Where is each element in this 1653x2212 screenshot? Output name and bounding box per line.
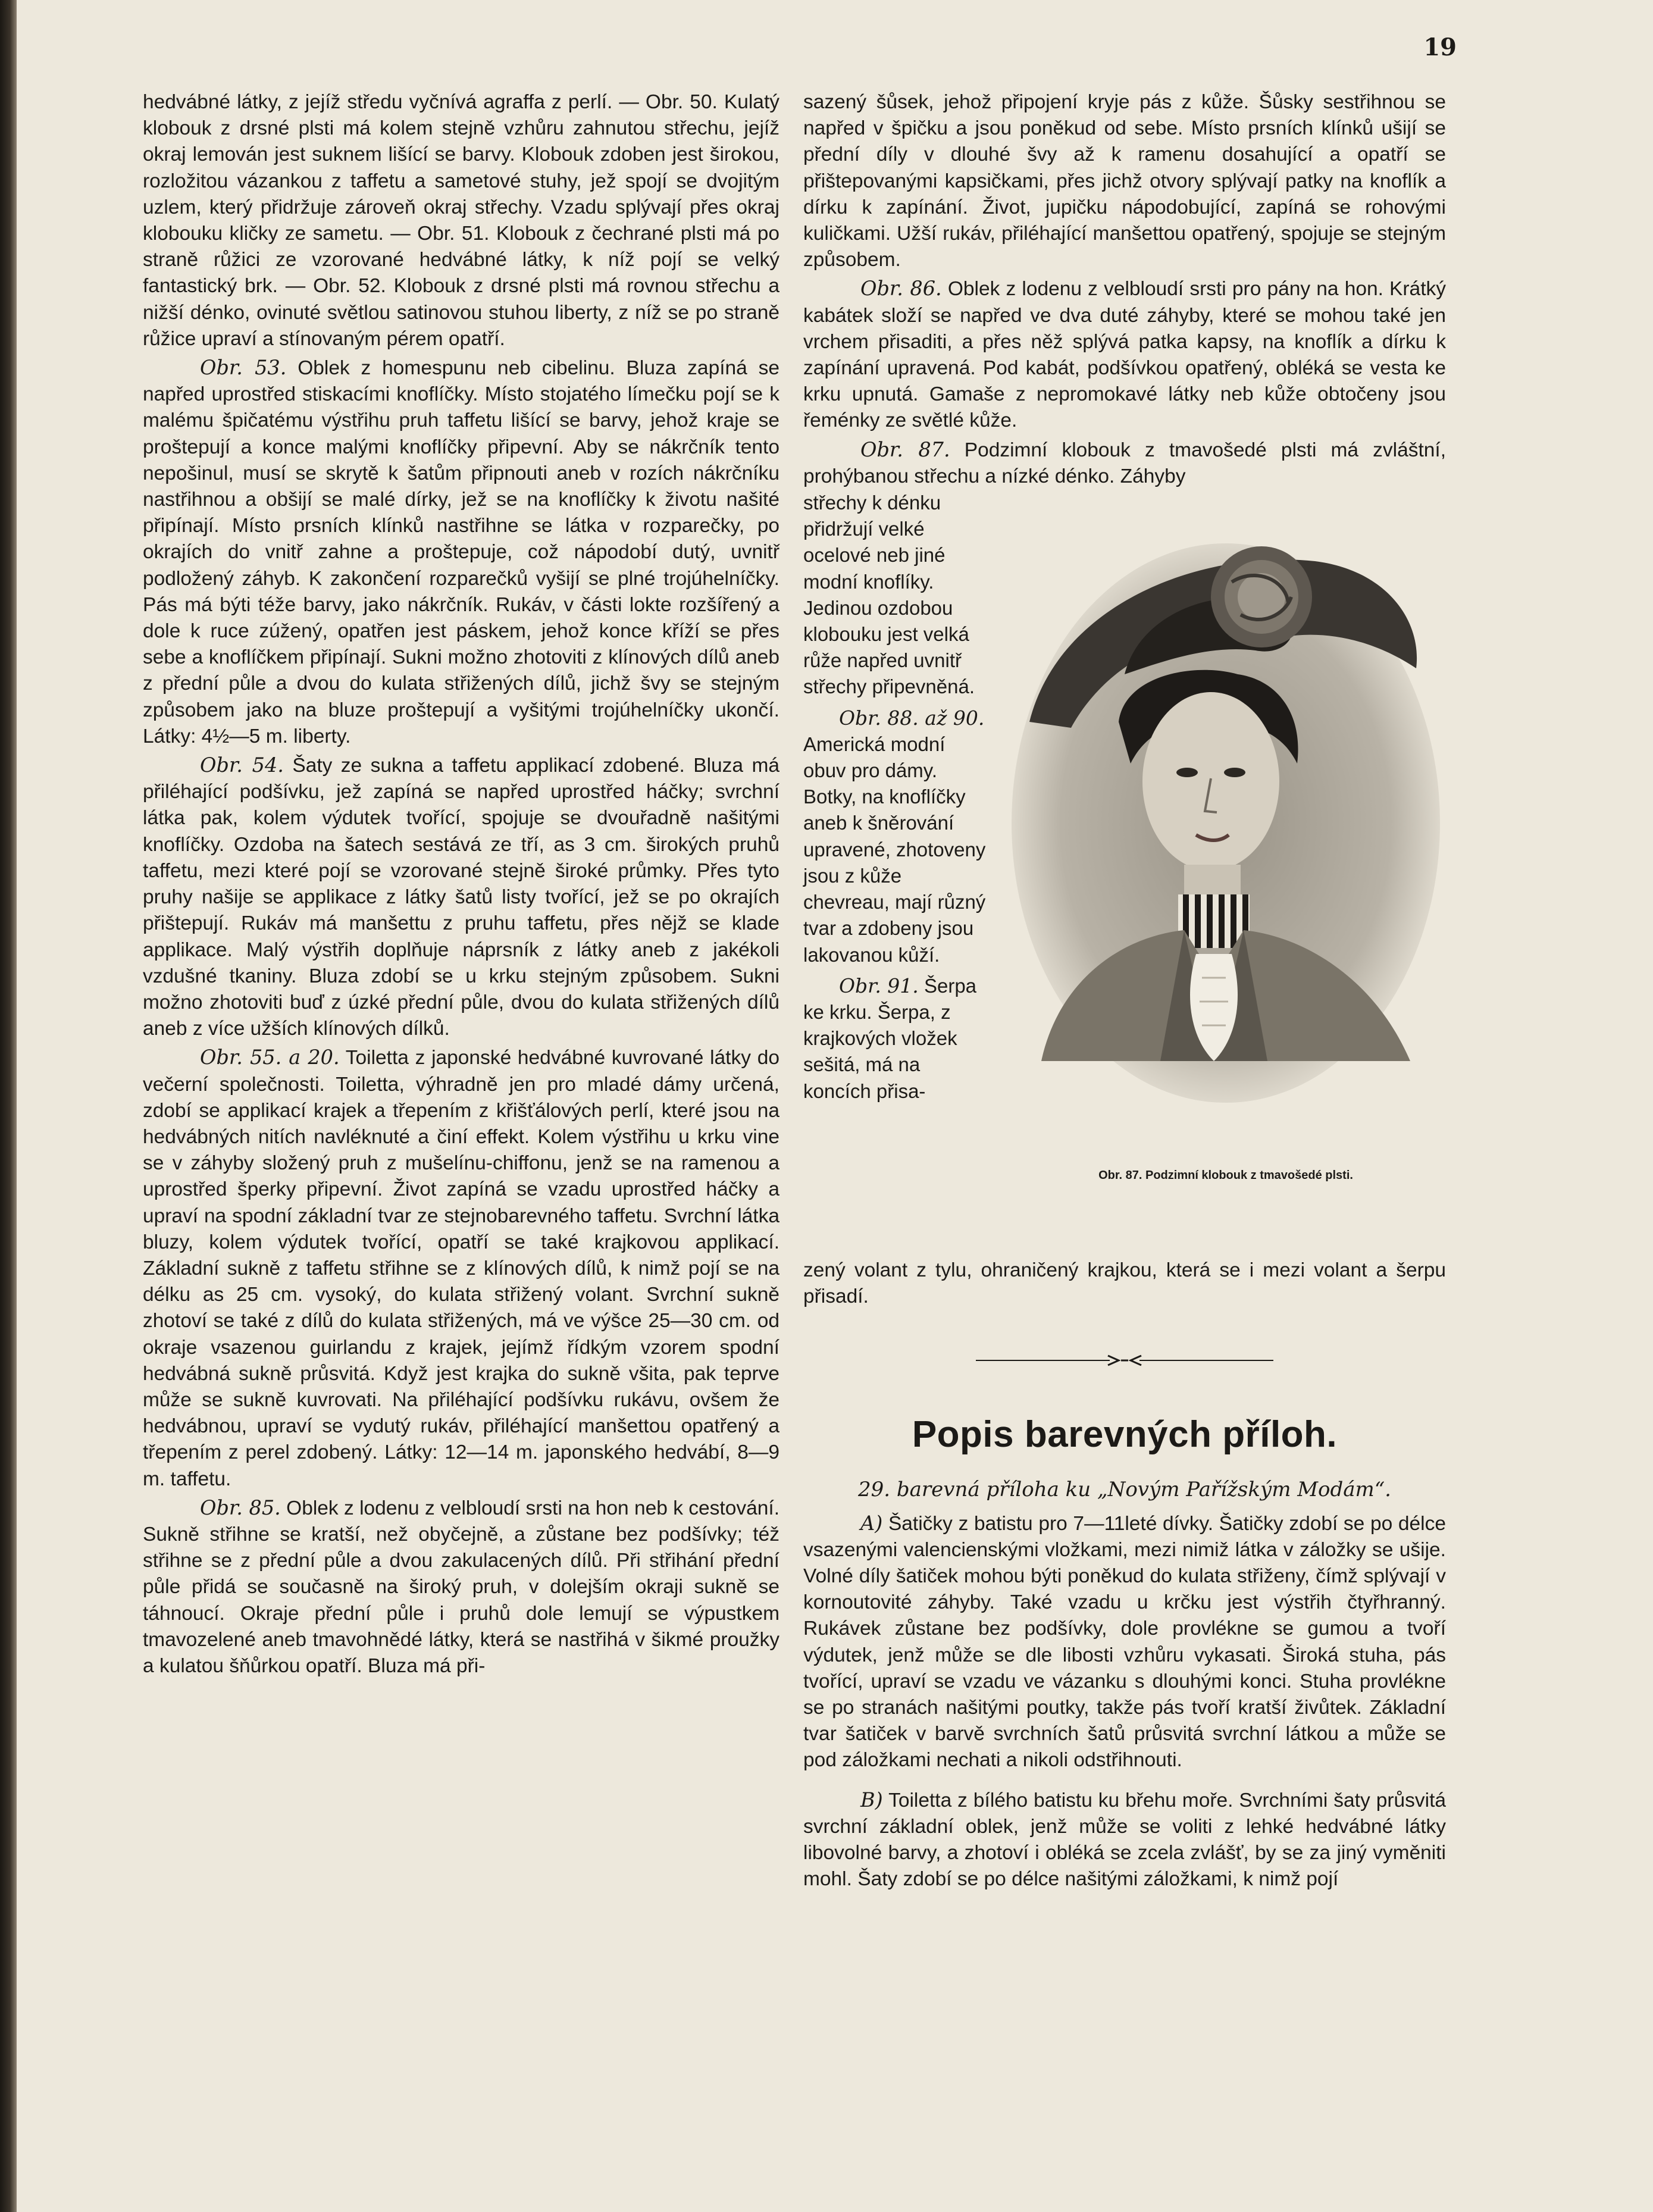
narrow-paragraph-1: střechy k dénku přidržují velké ocelové neb jiné modní knoflíky. Jedinou ozdobou klobouku jest velká růže napřed uvnitř střechy připevněná. xyxy=(803,492,975,698)
left-paragraph-2 xyxy=(143,355,779,750)
figure-ref: Obr. 86. xyxy=(860,277,942,301)
eye-left xyxy=(1176,768,1198,777)
left-paragraph-1: hedvábné látky, z jejíž středu vyčnívá agraffa z perlí. — Obr. 50. Kulatý klobouk z drsné plsti má kolem stejně vzhůru zahnutou střechu, jejíž okraj lemován jest suknem lišící se barvy. Klobouk zdoben jest širokou, rozložitou vázankou z taffetu a sametové stuhy, jež spojí se dvojitým uzlem, který přidržuje zároveň okraj střechy. Vzadu splývají přes okraj klobouku kličky ze sametu. — Obr. 51. Klobouk z čechrané plsti má po straně růžici ze vzorované hedvábné látky, k níž pojí se velký fantastický brk. — Obr. 52. Klobouk z drsné plsti má rovnou střechu a nižší dénko, ovinuté světlou satinovou stuhou liberty, z níž se po straně růžice upraví a stínovaným pérem opatří. xyxy=(143,91,779,350)
narrow-paragraph-2 xyxy=(803,705,988,968)
item-marker: A) xyxy=(860,1511,883,1535)
paragraph-text: Šaty ze sukna a taffetu applikací zdobené. Bluza má přiléhající podšívku, jež zapíná se napřed uprostřed háčky; svrchní látka pak, kolem výdutek tvořící, spojuje se dvouřadně našitými knoflíčky. Ozdoba na šatech sestává ze tří, as 3 cm. širokých pruhů taffetu, mezi které pojí se vzorované stejně široké průmky. Přes tyto pruhy našije se applikace z látky šatů listy tvořící, jež se po okrajích přištepují. Rukáv má manšettu z pruhu taffetu, přes nějž se klade applikace. Malý výstřih doplňuje náprsník z látky aneb z jakékoli vzdušné tkaniny. Bluza zdobí se u krku stejným způsobem. Sukni možno zhotoviti buď z úzké přední půle, dvou do kulata střižených dílů aneb z více užších klínových dílků. xyxy=(143,755,779,1040)
paragraph-text: Podzimní klobouk z tmavošedé plsti má zvláštní, prohýbanou střechu a nízké dénko. Záhyby xyxy=(803,439,1447,487)
figure-ref: Obr. 55. a 20. xyxy=(200,1046,340,1069)
rose-ornament xyxy=(1211,546,1312,647)
figure-wrap-section xyxy=(803,490,1446,1257)
paragraph-text: Americká modní obuv pro dámy. Botky, na knoflíčky aneb k šněrování upravené, zhotoveny jsou z kůže chevreau, mají různý tvar a zdobeny jsou lakovanou kůží. xyxy=(803,733,986,966)
paragraph-text: Oblek z homespunu neb cibelinu. Bluza zapíná se napřed uprostřed stiskacími knoflíčky. Místo stojatého límečku pojí se k malému špičatému výstřihu pruh taffetu lišící se barvy, jehož kraje se proštepují a konce malými knoflíčky připevní. Aby se nákrčník tento nepošinul, musí se skrytě k šatům připnouti aneb v rozích nákrčníku nastřihnou a obšijí se malé dírky, jež se na knoflíčky k životu našité připínají. Místo prsních klínků nastřihne se látka v rozparečky, po okrajích do vnitř zahne a proštepuje, což nápodobí dutý, uvnitř podložený záhyb. K zakončení rozparečků vyšijí se plné trojúhelníčky. Pás má býti téže barvy, jako nákrčník. Rukáv, v části lokte rozšířený a dole k ruce zúžený, opatřen jest páskem, jehož konce kříží se přes sebe a knoflíčkem připínají. Sukni možno zhotoviti z klínových dílů aneb z přední půle a dvou do kulata střižených dílů, jichž švy se stejným způsobem jako na bluze proštepují a vyšitými trojúhelníčky ukončí. Látky: 4½—5 m. liberty. xyxy=(143,357,779,747)
item-marker: B) xyxy=(860,1788,883,1811)
narrow-text xyxy=(803,490,988,1105)
right-column xyxy=(803,89,1446,1893)
right-paragraph-1: sazený šůsek, jehož připojení kryje pás z kůže. Šůsky sestřihnou se napřed v špičku a jsou poněkud od sebe. Místo prsních klínků ušijí se přední díly v dlouhé švy až k ramenu dosahující a opatří se přištepovanými kapsičkami, přes jichž otvory splývají patky na knoflík a dírku k zapínání. Život, jupičku nápodobující, zapíná se rohovými kuličkami. Užší rukáv, přiléhající manšettou opatřený, spojuje se stejným způsobem. xyxy=(803,91,1446,271)
right-paragraph-continued: zený volant z tylu, ohraničený krajkou, která se i mezi volant a šerpu přisadí. xyxy=(803,1259,1446,1308)
divider-ornament-icon xyxy=(976,1351,1273,1369)
left-column xyxy=(143,89,779,1679)
section-divider xyxy=(976,1351,1273,1369)
paragraph-text: Šatičky z batistu pro 7—11leté dívky. Šatičky zdobí se po délce vsazenými valencienskými vložkami, mezi nimiž látka v záložky se ušije. Volné díly šatiček mohou býti poněkud do kulata střiženy, čímž splývají v kornoutovité záhyby. Také vzadu u krčku jest výstřih čtyřhranný. Rukávek zůstane bez podšívky, dole provlékne se gumou a tvoří výdutek, jenž může se dle libosti vzhůru vykasati. Široká stuha, pás tvořící, upraví se vzadu ve vázanku s dlouhými konci. Stuha provlékne se po stranách našitými poutky, takže pás tvoří kratší živůtek. Základní tvar šatiček v barvě svrchních šatů průsvitá svrchní látkou a může se pod záložkami nechati a nikoli odstřihnouti. xyxy=(803,1512,1446,1772)
paragraph-text: Oblek z lodenu z velbloudí srsti na hon neb k cestování. Sukně střihne se kratší, než obyčejně, a zůstane bez podšívky; též střihne se z přední půle a dvou zakulacených dílů. Při střihání přední půle přidá se současně na široký pruh, v dolejším okraji sukně se táhnoucí. Okraje přední půle i pruhů dole lemují se výpustkem tmavozelené aneb tmavohnědé látky, která se nastřihá v šikmé proužky a kulatou šňůrkou opatří. Bluza má při- xyxy=(143,1497,779,1677)
eye-right xyxy=(1224,768,1245,777)
figure-ref: Obr. 91. xyxy=(839,974,919,997)
hat-illustration xyxy=(1006,525,1446,1121)
figure-ref: Obr. 88. až 90. xyxy=(839,706,985,730)
section-paragraph-b xyxy=(803,1787,1446,1893)
scan-edge xyxy=(0,0,17,2212)
paragraph-text: Toiletta z japonské hedvábné kuvrované látky do večerní společnosti. Toiletta, výhradně jen pro mladé dámy určená, zdobí se applikací krajek a třepením z křišťálových perlí, které jsou na hedvábných nitích navléknuté a činí effekt. Kolem výstřihu u krku vine se v záhyby složený pruh z mušelínu-chiffonu, jenž se na ramenou a uprostřed šperky připevní. Život zapíná se vzadu uprostřed háčky a upraví na spodní základní tvar ze stejnobarevného taffetu. Svrchní látka bluzy, kolem výdutek tvořící, opatří se také krajkovou applikací. Základní sukně z taffetu střihne se z klínových dílů, k nimž pojí se na délku as 25 cm. vysoký, do kulata střižený volant. Svrchní sukně zhotoví se také z dílů do kulata střižených, má ve výšce 25—30 cm. od okraje vsazenou guirlandu z krajek, jejímž řídkým vzorem spodní hedvábná sukně průsvitá. Když jest krajka do sukně všita, pak teprve může se sukně kuvrovati. Na přiléhající podšívku rukávu, ovšem že hedvábnou, upraví se vydutý rukáv, přiléhající manšettou opatřený a třepením z perel zdobený. Látky: 12—14 m. japonského hedvábí, 8—9 m. taffetu. xyxy=(143,1047,779,1490)
left-paragraph-5 xyxy=(143,1495,779,1679)
figure-87 xyxy=(1006,525,1446,1186)
left-paragraph-3 xyxy=(143,752,779,1042)
section-paragraph-a xyxy=(803,1510,1446,1774)
section-title: Popis barevných příloh. xyxy=(912,1414,1338,1456)
left-paragraph-4 xyxy=(143,1044,779,1492)
right-paragraph-3 xyxy=(803,437,1446,490)
figure-caption: Obr. 87. Podzimní klobouk z tmavošedé plsti. xyxy=(1098,1169,1353,1182)
paragraph-text: Oblek z lodenu z velbloudí srsti pro pány na hon. Krátký kabátek složí se napřed ve dva duté záhyby, které se mohou také jen vrchem přisaditi, a přes něž splývá patka kapsy, na knoflík a dírku k zapínání upravená. Pod kabát, podšívkou opatřený, obléká se vesta ke krku upnutá. Gamaše z nepromokavé látky neb kůže obtočeny jsou řeménky ze světlé kůže. xyxy=(803,278,1446,432)
page-number: 19 xyxy=(1423,33,1457,61)
figure-ref: Obr. 54. xyxy=(200,753,284,777)
narrow-paragraph-3 xyxy=(803,973,988,1105)
paragraph-text: Šerpa ke krku. Šerpa, z krajkových vložek sešitá, má na koncích přisa- xyxy=(803,974,977,1102)
paragraph-text: Toiletta z bílého batistu ku břehu moře. Svrchními šaty průsvitá svrchní základní oblek, jenž může se voliti z lehké hedvábné látky libovolné barvy, a zhotoví i obléká se zcela zvlášť, by se za jiný vyměniti mohl. Šaty zdobí se po délce našitými záložkami, k nimž pojí xyxy=(803,1789,1447,1891)
figure-ref: Obr. 87. xyxy=(860,437,950,461)
right-paragraph-2 xyxy=(803,276,1446,434)
section-body xyxy=(803,1510,1446,1893)
section-subtitle: 29. barevná příloha ku „Novým Pařížským Modám“. xyxy=(857,1478,1391,1502)
figure-ref: Obr. 85. xyxy=(200,1495,281,1519)
figure-ref: Obr. 53. xyxy=(200,356,287,380)
